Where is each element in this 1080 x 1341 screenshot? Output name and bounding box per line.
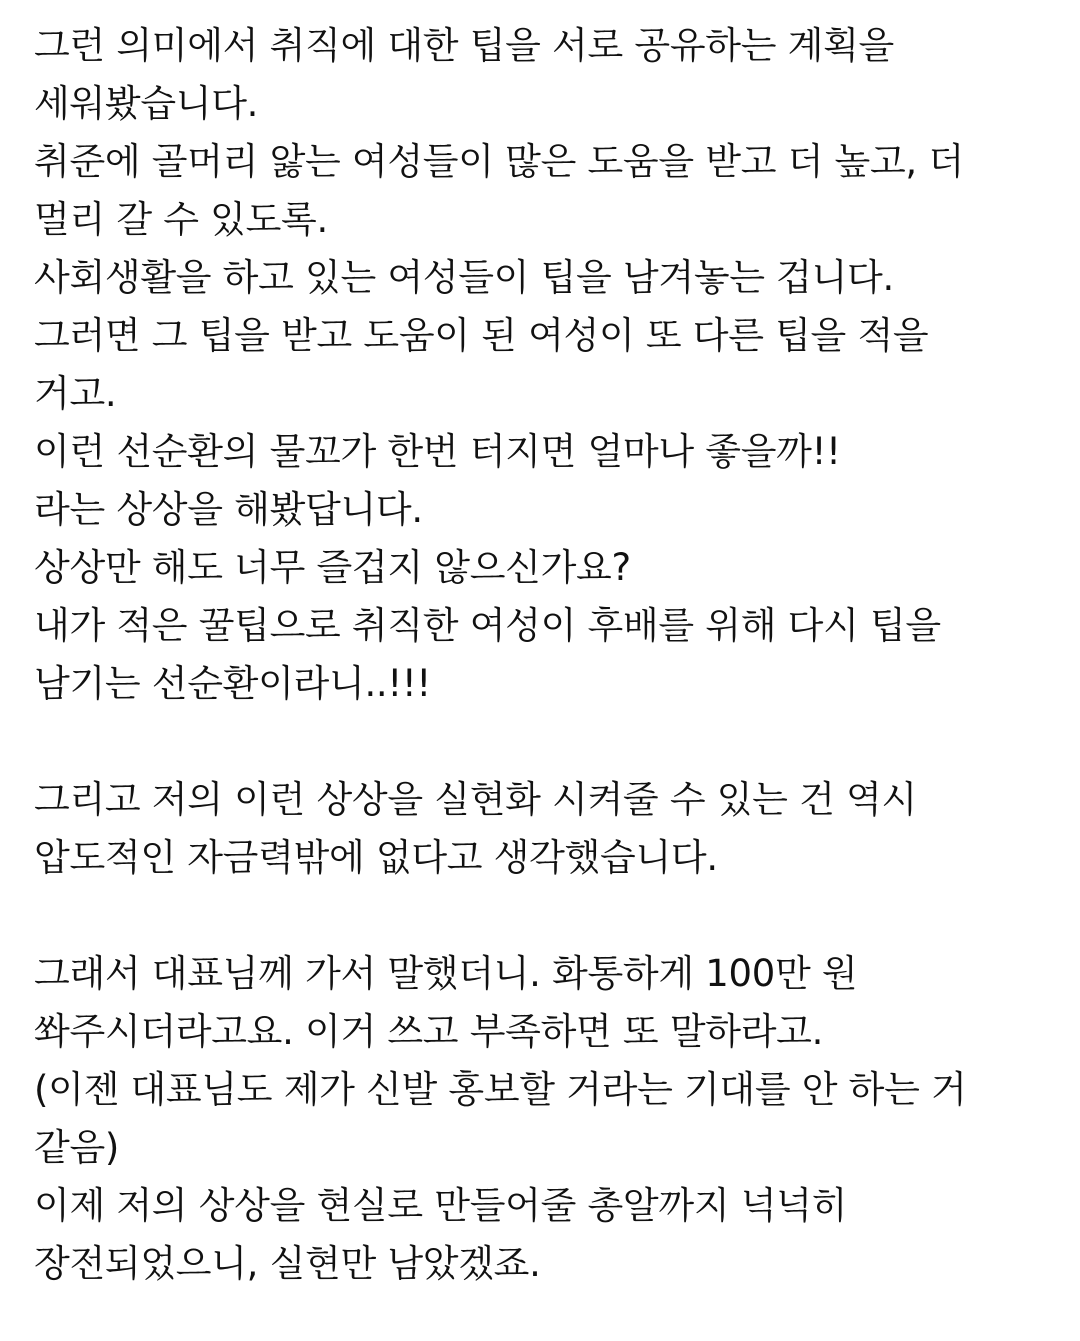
text-line: 거고. xyxy=(34,372,117,415)
text-line: 쏴주시더라고요. 이거 쓰고 부족하면 또 말하라고. xyxy=(34,1010,824,1053)
text-line: 압도적인 자금력밖에 없다고 생각했습니다. xyxy=(34,836,718,879)
text-line: (이젠 대표님도 제가 신발 홍보할 거라는 기대를 안 하는 거 xyxy=(34,1068,967,1111)
text-line: 그래서 대표님께 가서 말했더니. 화통하게 100만 원 xyxy=(34,952,858,995)
post-body-text xyxy=(34,17,1054,1293)
text-line: 이제 저의 상상을 현실로 만들어줄 총알까지 넉넉히 xyxy=(34,1184,848,1227)
text-line: 상상만 해도 너무 즐겁지 않으신가요? xyxy=(34,546,631,589)
blank-line xyxy=(34,887,1054,945)
text-line: 그러면 그 팁을 받고 도움이 된 여성이 또 다른 팁을 적을 xyxy=(34,314,929,357)
text-line: 사회생활을 하고 있는 여성들이 팁을 남겨놓는 겁니다. xyxy=(34,256,894,299)
text-line: 라는 상상을 해봤답니다. xyxy=(34,488,423,531)
text-line: 취준에 골머리 앓는 여성들이 많은 도움을 받고 더 높고, 더 xyxy=(34,140,964,183)
text-line: 그런 의미에서 취직에 대한 팁을 서로 공유하는 계획을 xyxy=(34,24,894,67)
text-line: 멀리 갈 수 있도록. xyxy=(34,198,328,241)
text-line: 그리고 저의 이런 상상을 실현화 시켜줄 수 있는 건 역시 xyxy=(34,778,917,821)
blank-line xyxy=(34,713,1054,771)
text-line: 내가 적은 꿀팁으로 취직한 여성이 후배를 위해 다시 팁을 xyxy=(34,604,941,647)
text-line: 장전되었으니, 실현만 남았겠죠. xyxy=(34,1242,541,1285)
text-line: 같음) xyxy=(34,1126,120,1169)
text-line: 세워봤습니다. xyxy=(34,82,259,125)
text-line: 남기는 선순환이라니..!!! xyxy=(34,662,431,705)
text-line: 이런 선순환의 물꼬가 한번 터지면 얼마나 좋을까!! xyxy=(34,430,841,473)
